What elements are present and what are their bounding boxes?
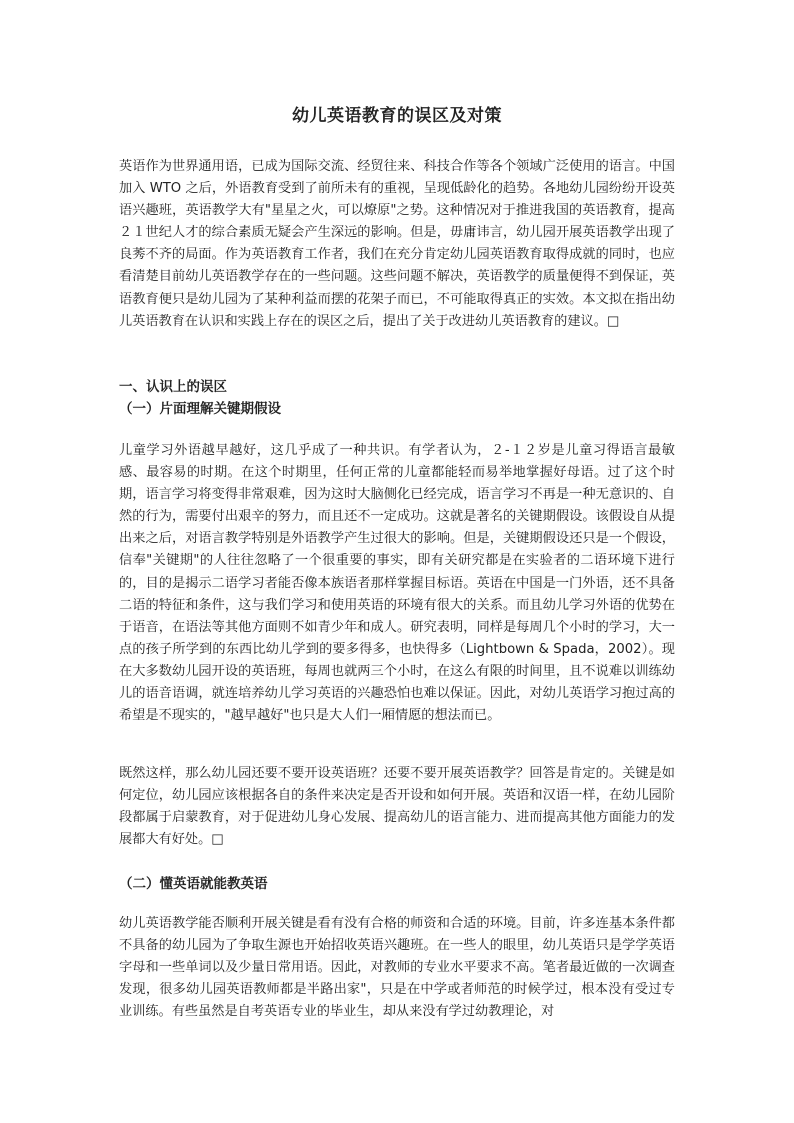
section-heading: 一、认识上的误区 [119, 379, 227, 395]
positioning-paragraph: 既然这样，那么幼儿园还要不要开设英语班？还要不要开展英语教学？回答是肯定的。关键是如何定位，幼儿园应该根据各自的条件来决定是否开设和如何开展。英语和汉语一样，在幼儿园阶段都属于启蒙教育，对于促进幼儿身心发展、提高幼儿的语言能力、进而提高其他方面能力的发展都大有好处。□ [119, 766, 675, 848]
intro-paragraph: 英语作为世界通用语，已成为国际交流、经贸往来、科技合作等各个领域广泛使用的语言。中国加入 WTO 之后，外语教育受到了前所未有的重视，呈现低龄化的趋势。各地幼儿园纷纷开设英语兴趣班，英语教学大有"星星之火，可以燎原"之势。这种情况对于推进我国的英语教育，提高２１世纪人才的综合素质无疑会产生深远的影响。但是，毋庸讳言，幼儿园开展英语教学出现了良莠不齐的局面。作为英语教育工作者，我们在充分肯定幼儿园英语教育取得成就的同时，也应看清楚目前幼儿英语教学存在的一些问题。这些问题不解决，英语教学的质量便得不到保证，英语教育便只是幼儿园为了某种利益而摆的花架子而已，不可能取得真正的实效。本文拟在指出幼儿英语教育在认识和实践上存在的误区之后，提出了关于改进幼儿英语教育的建议。□ [119, 159, 675, 329]
teacher-qualification-paragraph: 幼儿英语教学能否顺利开展关键是看有没有合格的师资和合适的环境。目前，许多连基本条件都不具备的幼儿园为了争取生源也开始招收英语兴趣班。在一些人的眼里，幼儿英语只是学学英语字母和一些单词以及少量日常用语。因此，对教师的专业水平要求不高。笔者最近做的一次调查发现，很多幼儿园英语教师都是半路出家"，只是在中学或者师范的时候学过，根本没有受过专业训练。有些虽然是自考英语专业的毕业生，却从来没有学过幼教理论，对 [119, 916, 675, 1020]
document-title: 幼儿英语教育的误区及对策 [292, 106, 502, 126]
subsection-heading: （一）片面理解关键期假设 [119, 401, 281, 417]
subsection-heading: （二）懂英语就能教英语 [119, 876, 268, 892]
critical-period-paragraph: 儿童学习外语越早越好，这几乎成了一种共识。有学者认为，２-１２岁是儿童习得语言最敏感、最容易的时期。在这个时期里，任何正常的儿童都能轻而易举地掌握好母语。过了这个时期，语言学习将变得非常艰难，因为这时大脑侧化已经完成，语言学习不再是一种无意识的、自然的行为，需要付出艰辛的努力，而且还不一定成功。这就是著名的关键期假设。该假设自从提出来之后，对语言教学特别是外语教学产生过很大的影响。但是，关键期假设还只是一个假设，信奉"关键期"的人往往忽略了一个很重要的事实，即有关研究都是在实验者的二语环境下进行的，目的是揭示二语学习者能否像本族语者那样掌握目标语。英语在中国是一门外语，还不具备二语的特征和条件，这与我们学习和使用英语的环境有很大的关系。而且幼儿学习外语的优势在于语音，在语法等其他方面则不如青少年和成人。研究表明，同样是每周几个小时的学习，大一点的孩子所学到的东西比幼儿学到的要多得多，也快得多（Lightbown & Spada，2002）。现在大多数幼儿园开设的英语班，每周也就两三个小时，在这么有限的时间里，且不说难以训练幼儿的语音语调，就连培养幼儿学习英语的兴趣恐怕也难以保证。因此，对幼儿英语学习抱过高的希望是不现实的，"越早越好"也只是大人们一厢情愿的想法而已。 [119, 443, 675, 724]
